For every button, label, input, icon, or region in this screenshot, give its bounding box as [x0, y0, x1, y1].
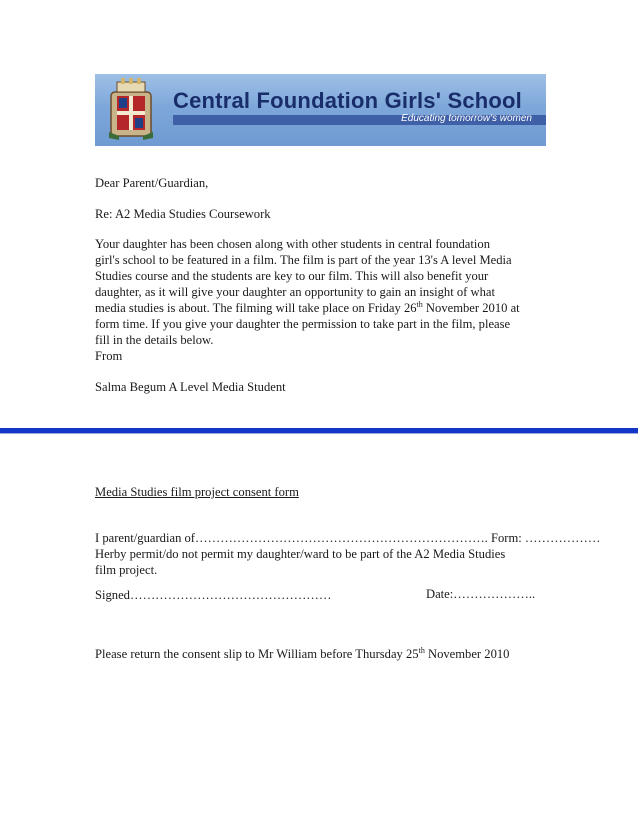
consent-form-title: Media Studies film project consent form	[95, 485, 299, 499]
permit-line-end: film project.	[95, 563, 158, 577]
body-text: media studies is about. The filming will take place on Friday 26	[95, 301, 417, 315]
body-line	[95, 300, 550, 316]
date-line: Date:………………..	[426, 587, 536, 601]
school-banner	[95, 74, 546, 146]
body-line: fill in the details below.	[95, 333, 214, 347]
section-divider	[0, 428, 638, 434]
body-line: girl's school to be featured in a film. The film is part of the year 13's A level Media	[95, 253, 512, 267]
return-text: November 2010	[424, 647, 510, 661]
signature-line: Signed…………………………………………	[95, 588, 332, 602]
ordinal-suffix: th	[416, 299, 423, 309]
subject-line: Re: A2 Media Studies Coursework	[95, 207, 271, 221]
salutation: Dear Parent/Guardian,	[95, 176, 209, 190]
body-line: Your daughter has been chosen along with other students in central foundation	[95, 237, 490, 251]
body-line: form time. If you give your daughter the permission to take part in the film, please	[95, 317, 511, 331]
school-tagline: Educating tomorrow's women	[401, 113, 532, 124]
body-text: November 2010 at	[422, 301, 520, 315]
letter-body	[95, 236, 550, 348]
school-crest-icon	[107, 78, 155, 142]
school-name: Central Foundation Girls' School	[173, 88, 522, 113]
sender-name: Salma Begum A Level Media Student	[95, 380, 286, 394]
return-text: Please return the consent slip to Mr William before Thursday 25	[95, 647, 419, 661]
return-instructions	[95, 646, 509, 662]
permit-line: Herby permit/do not permit my daughter/ward to be part of the A2 Media Studies	[95, 547, 506, 561]
body-line: Studies course and the students are key to our film. This will also benefit your	[95, 269, 489, 283]
from-label: From	[95, 349, 123, 363]
body-line: daughter, as it will give your daughter an opportunity to gain an insight of what	[95, 285, 495, 299]
parent-guardian-line: I parent/guardian of……………………………………………………………. Form: ………………	[95, 531, 601, 545]
ordinal-suffix: th	[418, 645, 425, 655]
